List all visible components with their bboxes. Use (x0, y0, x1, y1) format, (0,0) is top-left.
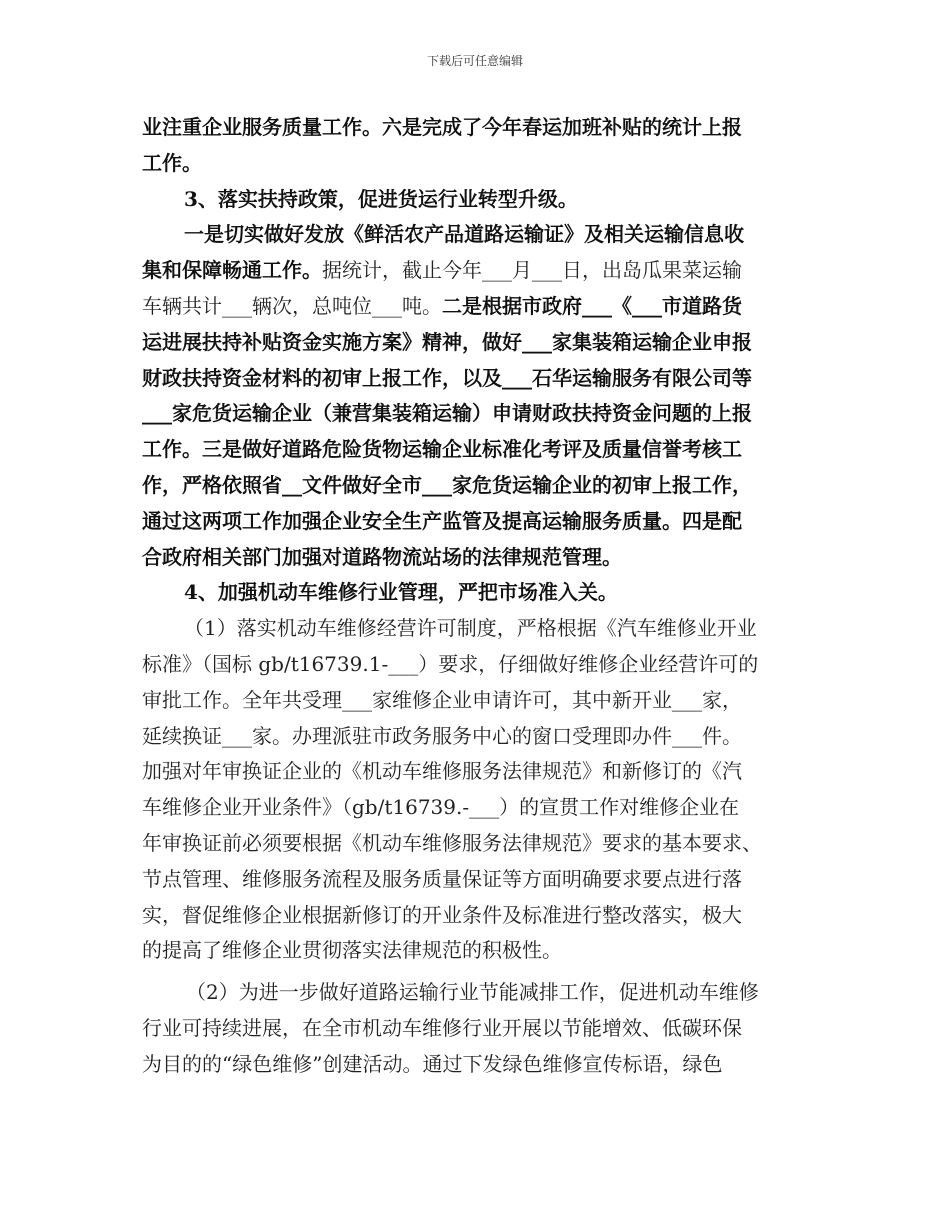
text-line: 行业可持续进展，在全市机动车维修行业开展以节能增效、低碳环保 (142, 1015, 742, 1040)
text-line: ___家危货运输企业（兼营集装箱运输）申请财政扶持资金问题的上报 (142, 401, 752, 426)
text-segment: 据统计，截止今年___月___日，出岛瓜果菜运输 (322, 258, 742, 283)
text-line: 合政府相关部门加强对道路物流站场的法律规范管理。 (142, 544, 622, 569)
text-line: 节点管理、维修服务流程及服务质量保证等方面明确要求要点进行落 (142, 866, 742, 891)
section-heading-3: 3、落实扶持政策，促进货运行业转型升级。 (184, 186, 578, 211)
text-segment: 二是根据市政府___《___市道路货 (442, 293, 742, 318)
document-body (142, 110, 814, 1083)
text-line: 车维修企业开业条件》（gb/t16739.-___）的宣贯工作对维修企业在 (142, 795, 740, 820)
text-line: （2）为进一步做好道路运输行业节能减排工作，促进机动车维修 (186, 980, 759, 1005)
text-line: 标准》（国标 gb/t16739.1-___）要求，仔细做好维修企业经营许可的 (142, 651, 759, 676)
text-line: 通过这两项工作加强企业安全生产监管及提高运输服务质量。四是配 (142, 508, 742, 533)
text-line: 审批工作。全年共受理___家维修企业申请许可，其中新开业___家， (142, 687, 742, 712)
text-segment: 车辆共计___辆次，总吨位___吨。 (142, 293, 442, 318)
text-segment: 集和保障畅通工作。 (142, 258, 322, 283)
text-line (142, 253, 814, 289)
text-line: 运进展扶持补贴资金实施方案》精神，做好___家集装箱运输企业申报 (142, 329, 752, 354)
text-line: 延续换证___家。办理派驻市政务服务中心的窗口受理即办件___件。 (142, 723, 742, 748)
section-heading-4: 4、加强机动车维修行业管理，严把市场准入关。 (184, 580, 618, 605)
text-line: 业注重企业服务质量工作。六是完成了今年春运加班补贴的统计上报 (142, 115, 742, 139)
text-line: 实，督促维修企业根据新修订的开业条件及标准进行整改落实，极大 (142, 902, 742, 927)
text-line: 作，严格依照省__文件做好全市___家危货运输企业的初审上报工作， (142, 472, 752, 497)
page-header: 下载后可任意编辑 (426, 54, 523, 68)
text-line: 财政扶持资金材料的初审上报工作，以及___石华运输服务有限公司等 (142, 365, 752, 390)
text-line: 工作。 (142, 150, 202, 175)
text-line: （1）落实机动车维修经营许可制度，严格根据《汽车维修业开业 (184, 616, 757, 641)
text-line: 的提高了维修企业贯彻落实法律规范的积极性。 (142, 938, 562, 963)
text-line: 加强对年审换证企业的《机动车维修服务法律规范》和新修订的《汽 (142, 759, 742, 784)
text-line: 工作。三是做好道路危险货物运输企业标准化考评及质量信誉考核工 (142, 437, 742, 462)
text-line: 一是切实做好发放《鲜活农产品道路运输证》及相关运输信息收 (184, 222, 744, 247)
text-line: 年审换证前必须要根据《机动车维修服务法律规范》要求的基本要求、 (142, 830, 762, 855)
text-line (142, 289, 814, 325)
text-line: 为目的的“绿色维修”创建活动。通过下发绿色维修宣传标语，绿色 (142, 1051, 723, 1076)
